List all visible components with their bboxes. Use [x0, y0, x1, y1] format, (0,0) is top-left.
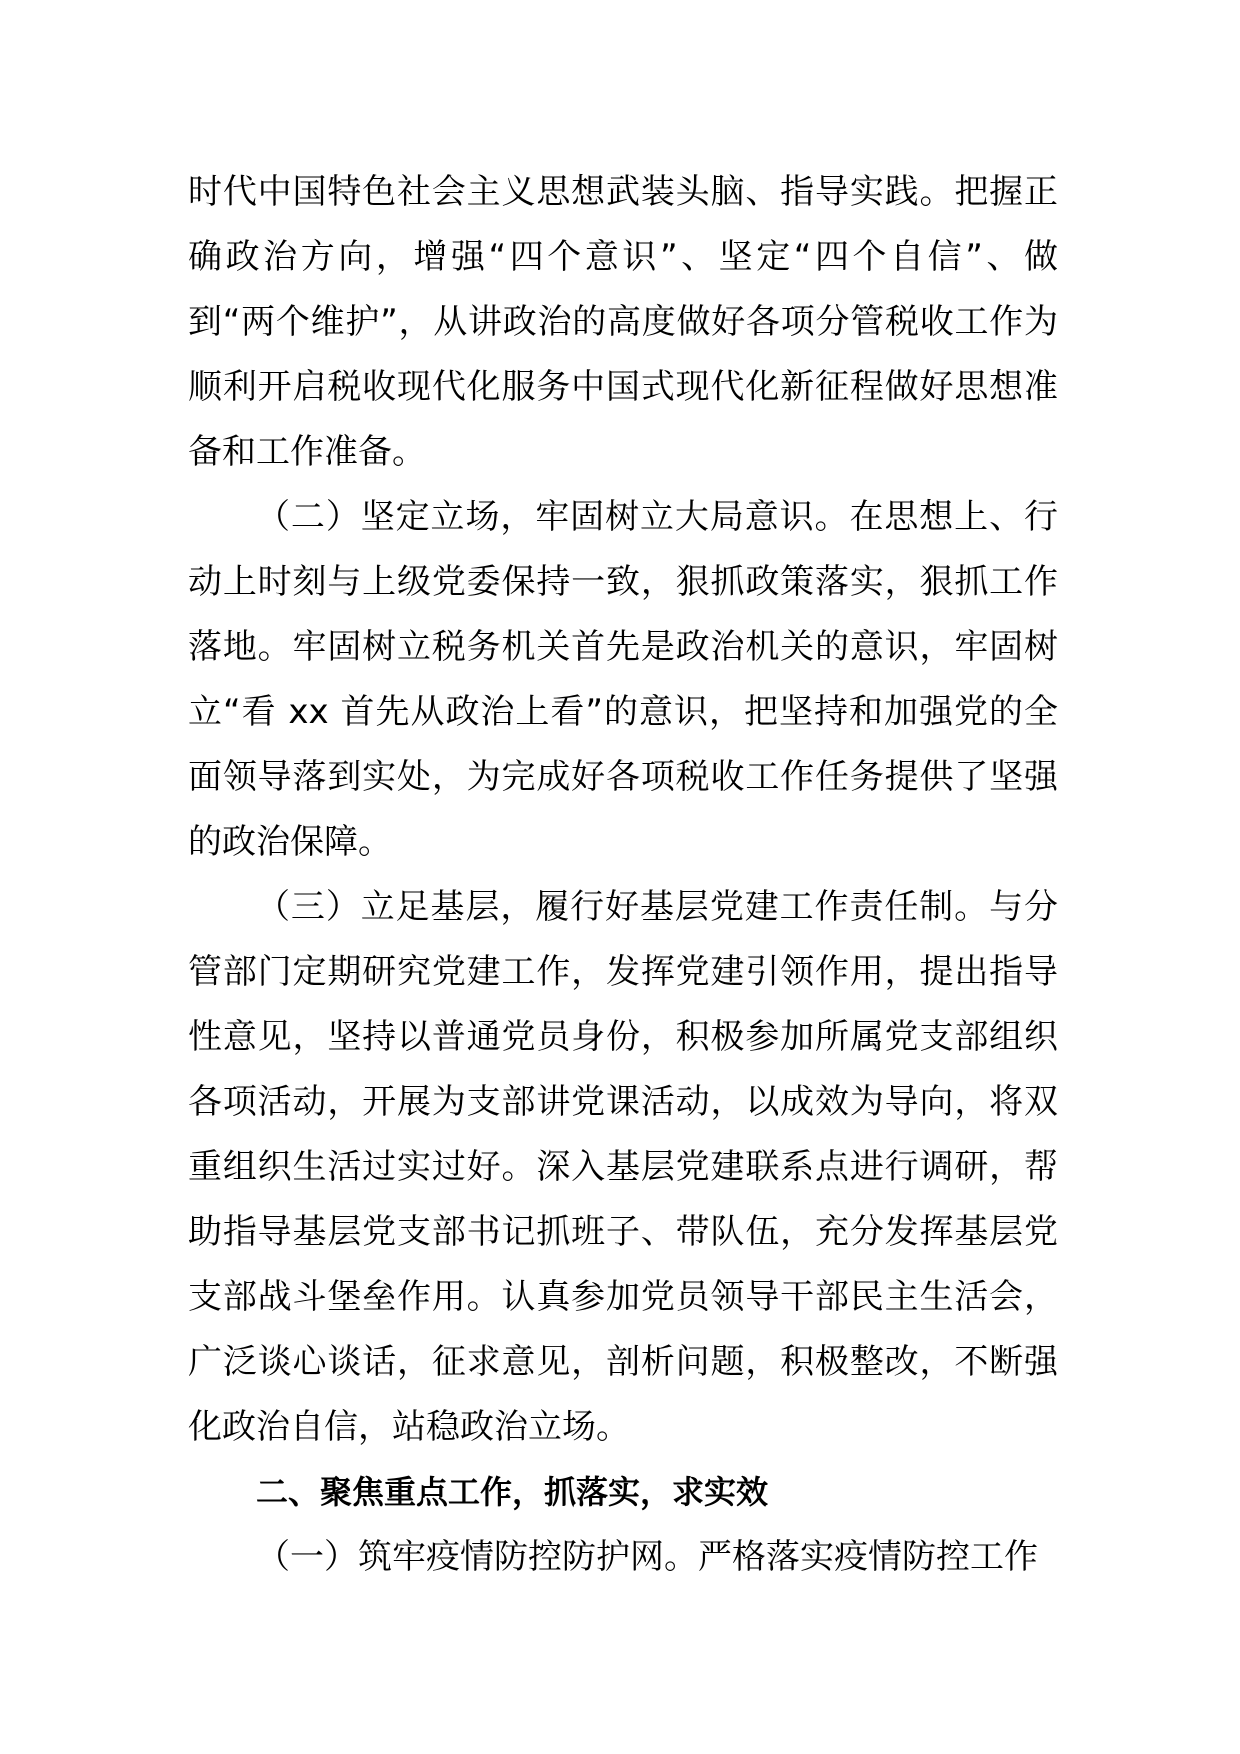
document-body — [188, 160, 1058, 1590]
paragraph-continuation: 时代中国特色社会主义思想武装头脑、指导实践。把握正确政治方向，增强“四个意识”、坚定“四个自信”、做到“两个维护”，从讲政治的高度做好各项分管税收工作为顺利开启税收现代化服务中国式现代化新征程做好思想准备和工作准备。 — [188, 172, 1058, 472]
section-heading: 二、聚焦重点工作，抓落实，求实效 — [256, 1473, 769, 1511]
paragraph-grassroots: （三）立足基层，履行好基层党建工作责任制。与分管部门定期研究党建工作，发挥党建引领作用，提出指导性意见，坚持以普通党员身份，积极参加所属党支部组织各项活动，开展为支部讲党课活动，以成效为导向，将双重组织生活过实过好。深入基层党建联系点进行调研，帮助指导基层党支部书记抓班子、带队伍，充分发挥基层党支部战斗堡垒作用。认真参加党员领导干部民主生活会，广泛谈心谈话，征求意见，剖析问题，积极整改，不断强化政治自信，站稳政治立场。 — [188, 887, 1058, 1447]
paragraph-epidemic-prevention: （一）筑牢疫情防控防护网。严格落实疫情防控工作 — [256, 1537, 1038, 1577]
paragraph-firm-stance: （二）坚定立场，牢固树立大局意识。在思想上、行动上时刻与上级党委保持一致，狠抓政策落实，狠抓工作落地。牢固树立税务机关首先是政治机关的意识，牢固树立“看 xx 首先从政治上看”的意识，把坚持和加强党的全面领导落到实处，为完成好各项税收工作任务提供了坚强的政治保障。 — [188, 497, 1058, 862]
